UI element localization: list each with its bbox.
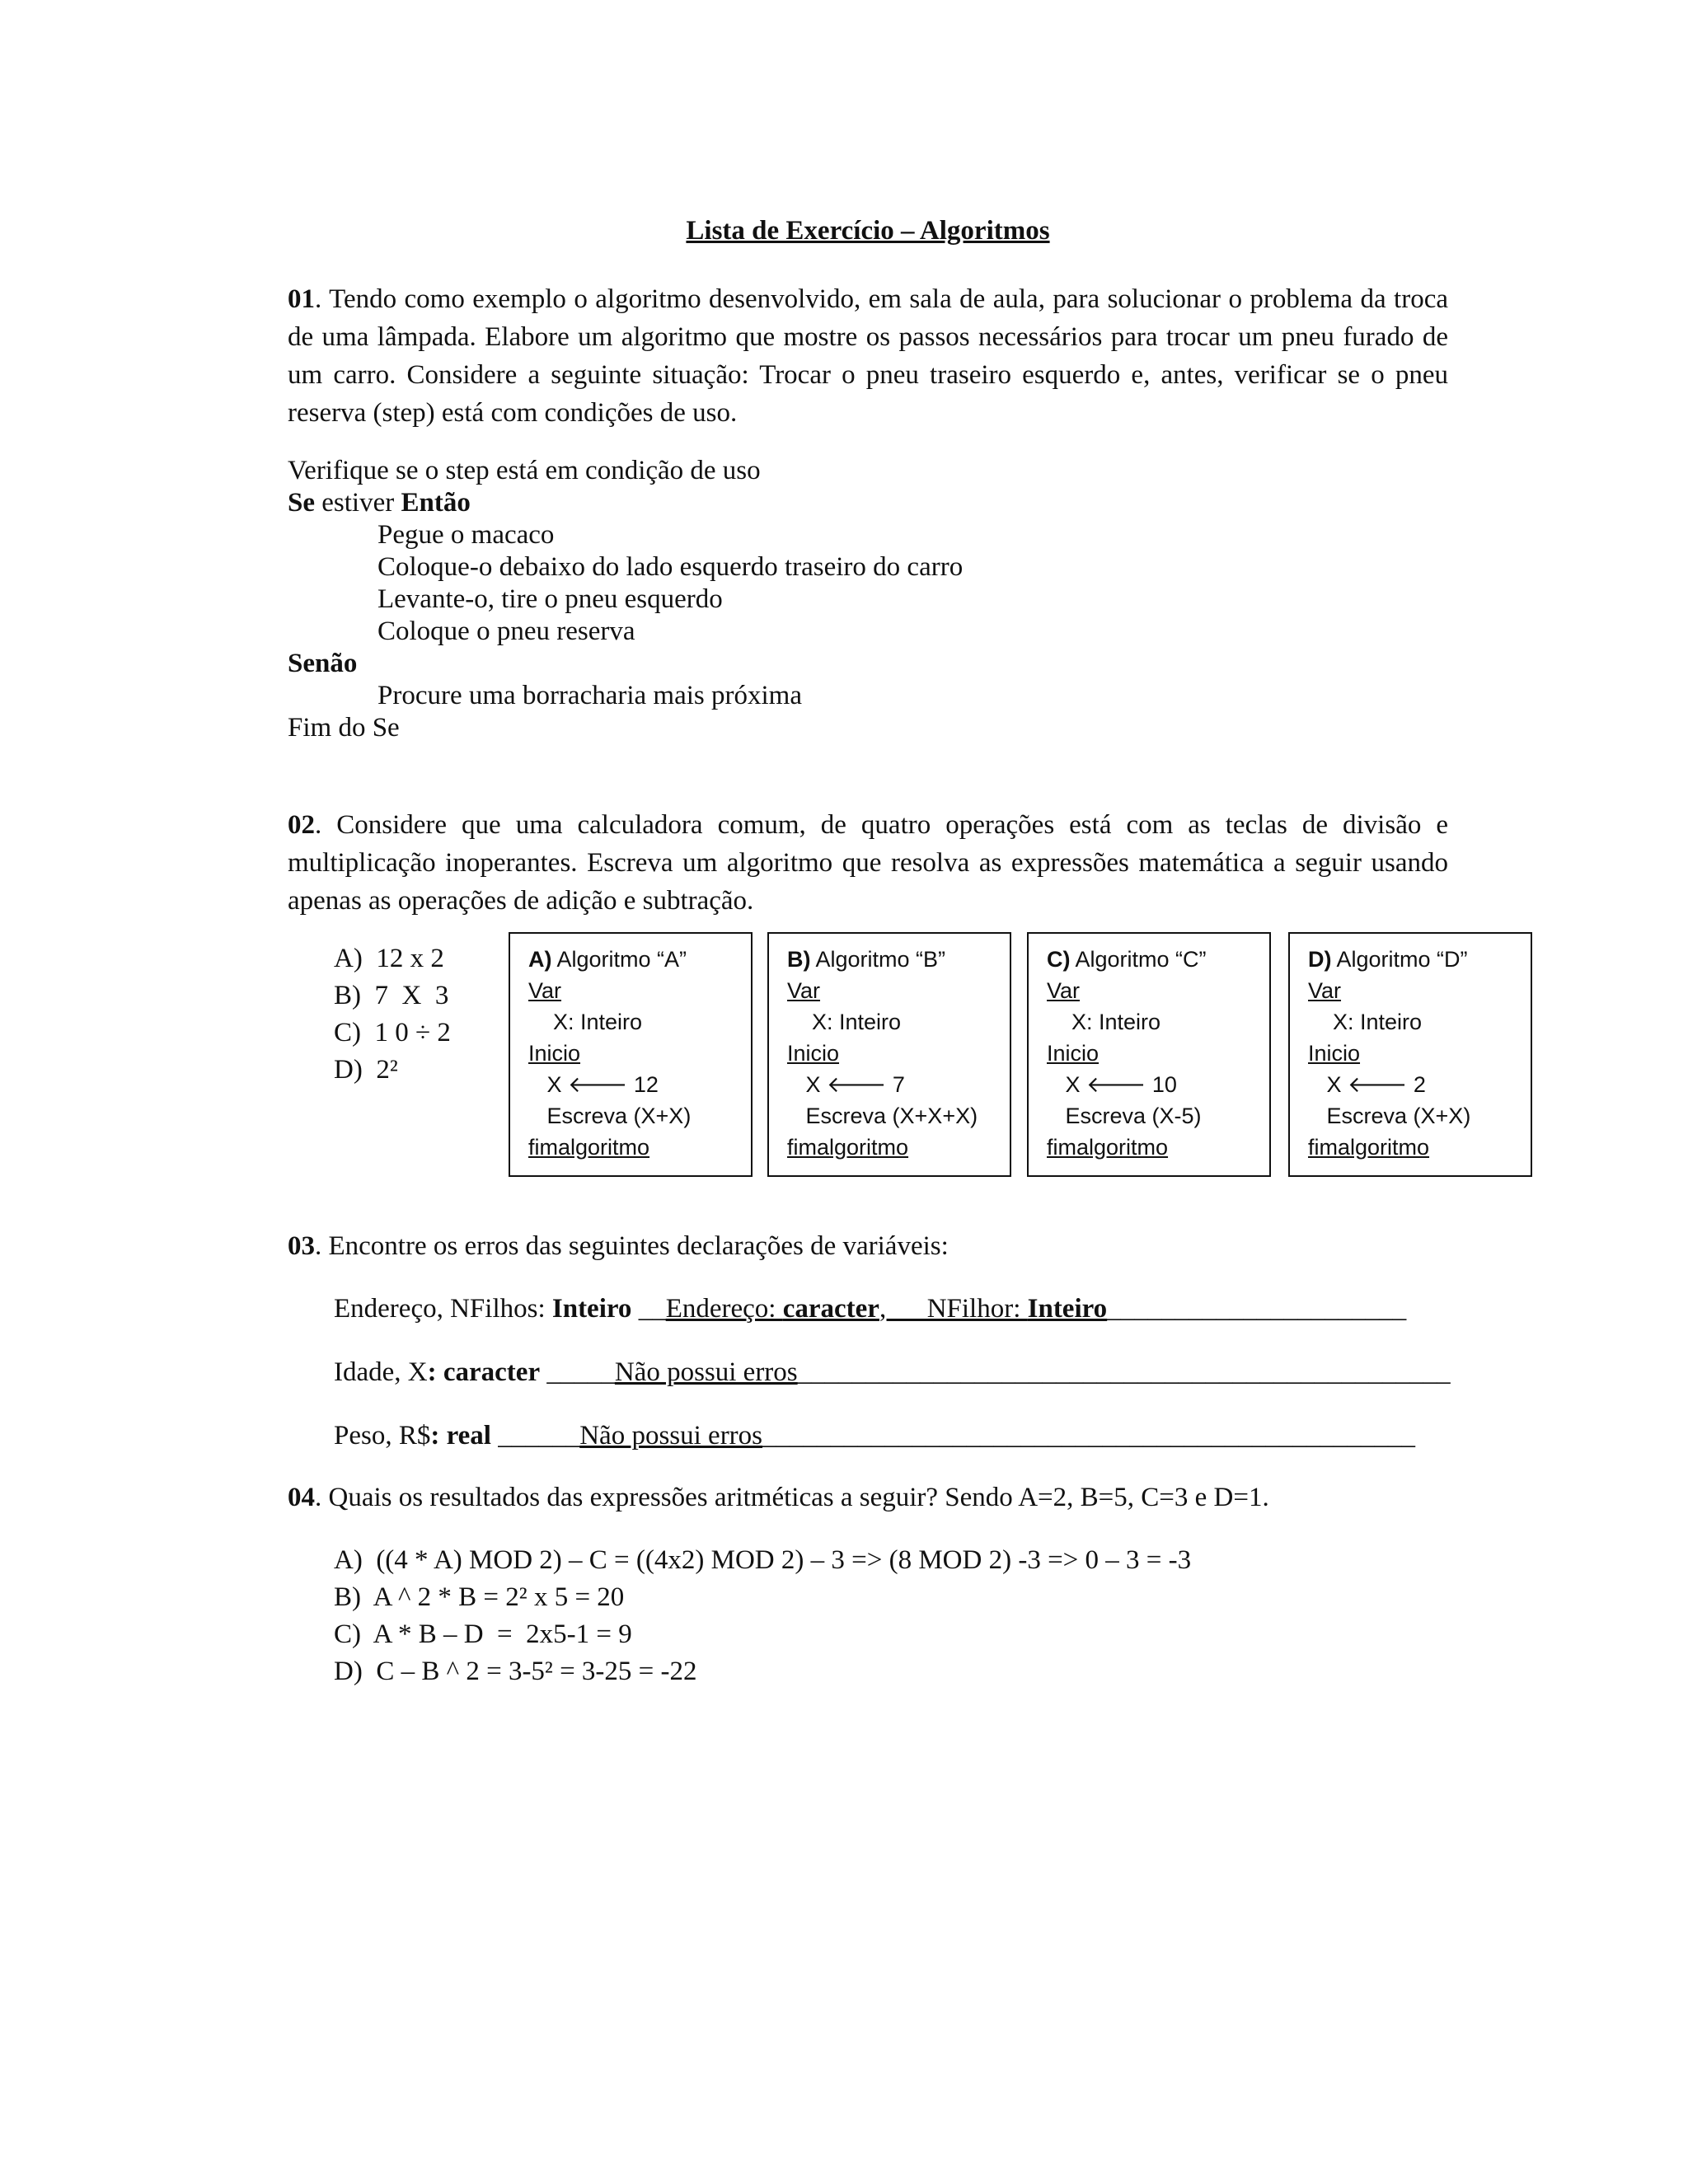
- declaration-item: [334, 1419, 1415, 1452]
- algorithm-end: fimalgoritmo: [1047, 1135, 1169, 1160]
- declaration-type: : real: [430, 1421, 491, 1451]
- declaration-text: Peso, R$: [334, 1421, 431, 1451]
- answer-step: Pegue o macaco: [377, 520, 555, 550]
- option-item: B) 7 X 3: [334, 981, 449, 1010]
- algorithm-inicio: Inicio: [1047, 1041, 1100, 1066]
- answer-blank: __: [631, 1294, 666, 1324]
- declaration-type: : caracter: [427, 1357, 541, 1387]
- keyword-entao: Então: [401, 488, 471, 518]
- answer-blank: ________________________________________________: [762, 1421, 1416, 1451]
- algorithm-letter: B): [787, 947, 811, 972]
- question-number: 03: [288, 1231, 315, 1261]
- algorithm-name: Algoritmo “A”: [551, 947, 687, 972]
- expression-item: B) A ^ 2 * B = 2² x 5 = 20: [334, 1582, 625, 1612]
- answer-end: Fim do Se: [288, 713, 400, 743]
- question-text: . Encontre os erros das seguintes declarações de variáveis:: [315, 1231, 949, 1261]
- expression-item: C) A * B – D = 2x5-1 = 9: [334, 1619, 632, 1649]
- algorithm-letter: D): [1308, 947, 1332, 972]
- algorithm-inicio: Inicio: [528, 1041, 581, 1066]
- declaration-item: [334, 1292, 1406, 1325]
- algorithm-inicio: Inicio: [1308, 1041, 1361, 1066]
- algorithm-assign: X 🡐 2: [1308, 1072, 1426, 1097]
- option-item: A) 12 x 2: [334, 944, 444, 973]
- algorithm-decl: X: Inteiro: [1308, 1010, 1423, 1034]
- algorithm-end: fimalgoritmo: [1308, 1135, 1430, 1160]
- answer-if-line: [288, 486, 471, 519]
- algorithm-end: fimalgoritmo: [787, 1135, 909, 1160]
- question-01: [288, 280, 1448, 432]
- algorithm-header: [1308, 944, 1531, 975]
- algorithm-box-b: [767, 932, 1011, 1177]
- algorithm-assign: X 🡐 12: [528, 1072, 659, 1097]
- answer-fill: [666, 1294, 1108, 1324]
- algorithm-decl: X: Inteiro: [1047, 1010, 1161, 1034]
- algorithm-decl: X: Inteiro: [528, 1010, 643, 1034]
- algorithm-write: Escreva (X+X): [528, 1104, 692, 1128]
- algorithm-inicio: Inicio: [787, 1041, 840, 1066]
- keyword-se: Se: [288, 488, 315, 518]
- question-number: 02: [288, 810, 315, 840]
- answer-blank: ________________________________________________: [797, 1357, 1451, 1387]
- answer-text: Endereço:: [665, 1294, 783, 1324]
- declaration-type: Inteiro: [551, 1294, 632, 1324]
- expression-item: D) C – B ^ 2 = 3-5² = 3-25 = -22: [334, 1657, 697, 1686]
- question-number: 01: [288, 284, 315, 314]
- algorithm-header: [787, 944, 1010, 975]
- answer-blank: ______: [490, 1421, 580, 1451]
- question-03: [288, 1230, 949, 1263]
- algorithm-var: Var: [1047, 978, 1081, 1003]
- answer-bold: Inteiro: [1027, 1294, 1108, 1324]
- question-02: [288, 806, 1448, 920]
- answer-bold: caracter: [782, 1294, 879, 1324]
- algorithm-name: Algoritmo “B”: [810, 947, 946, 972]
- question-number: 04: [288, 1483, 315, 1512]
- expression-item: A) ((4 * A) MOD 2) – C = ((4x2) MOD 2) – 3 => (8 MOD 2) -3 => 0 – 3 = -3: [334, 1545, 1192, 1575]
- algorithm-name: Algoritmo “D”: [1331, 947, 1468, 972]
- algorithm-name: Algoritmo “C”: [1070, 947, 1207, 972]
- algorithm-letter: A): [528, 947, 552, 972]
- answer-line: Verifique se o step está em condição de uso: [288, 456, 761, 485]
- algorithm-write: Escreva (X-5): [1047, 1104, 1202, 1128]
- page-title: Lista de Exercício – Algoritmos: [686, 216, 1050, 246]
- answer-blank: ______________________: [1107, 1294, 1407, 1324]
- answer-step: Levante-o, tire o pneu esquerdo: [377, 584, 723, 614]
- algorithm-decl: X: Inteiro: [787, 1010, 902, 1034]
- algorithm-write: Escreva (X+X): [1308, 1104, 1471, 1128]
- declaration-text: Idade, X: [334, 1357, 428, 1387]
- answer-text: , NFilhor:: [879, 1294, 1028, 1324]
- algorithm-assign: X 🡐 7: [787, 1072, 905, 1097]
- answer-fill: Não possui erros: [579, 1421, 763, 1451]
- question-text: . Tendo como exemplo o algoritmo desenvolvido, em sala de aula, para solucionar o problema da troca de uma lâmpada. Elabore um algoritmo que mostre os passos necessários para trocar um pneu furado de um carro. Considere a seguinte situação: Trocar o pneu traseiro esquerdo e, antes, verificar se o pneu reserva (step) está com condições de uso.: [288, 284, 1448, 428]
- question-text: . Considere que uma calculadora comum, de quatro operações está com as teclas de divisão e multiplicação inoperantes. Escreva um algoritmo que resolva as expressões matemática a seguir usando apenas as operações de adição e subtração.: [288, 810, 1448, 916]
- answer-blank: _____: [540, 1357, 615, 1387]
- keyword-senao: [288, 647, 357, 680]
- option-item: D) 2²: [334, 1055, 398, 1085]
- algorithm-box-a: [509, 932, 753, 1177]
- keyword-senao-text: Senão: [288, 649, 358, 678]
- answer-text: estiver: [315, 488, 401, 518]
- algorithm-write: Escreva (X+X+X): [787, 1104, 978, 1128]
- algorithm-end: fimalgoritmo: [528, 1135, 650, 1160]
- algorithm-assign: X 🡐 10: [1047, 1072, 1177, 1097]
- algorithm-letter: C): [1047, 947, 1071, 972]
- answer-else-step: Procure uma borracharia mais próxima: [377, 681, 802, 710]
- answer-fill: Não possui erros: [614, 1357, 798, 1387]
- answer-step: Coloque-o debaixo do lado esquerdo traseiro do carro: [377, 552, 964, 582]
- algorithm-var: Var: [787, 978, 821, 1003]
- algorithm-var: Var: [1308, 978, 1342, 1003]
- declaration-item: [334, 1356, 1451, 1389]
- algorithm-box-c: [1027, 932, 1271, 1177]
- algorithm-box-d: [1288, 932, 1532, 1177]
- option-item: C) 1 0 ÷ 2: [334, 1018, 451, 1047]
- question-text: . Quais os resultados das expressões aritméticas a seguir? Sendo A=2, B=5, C=3 e D=1.: [315, 1483, 1269, 1512]
- answer-step: Coloque o pneu reserva: [377, 616, 635, 646]
- question-04: [288, 1481, 1269, 1514]
- algorithm-header: [528, 944, 751, 975]
- declaration-text: Endereço, NFilhos:: [334, 1294, 552, 1324]
- algorithm-header: [1047, 944, 1269, 975]
- algorithm-var: Var: [528, 978, 562, 1003]
